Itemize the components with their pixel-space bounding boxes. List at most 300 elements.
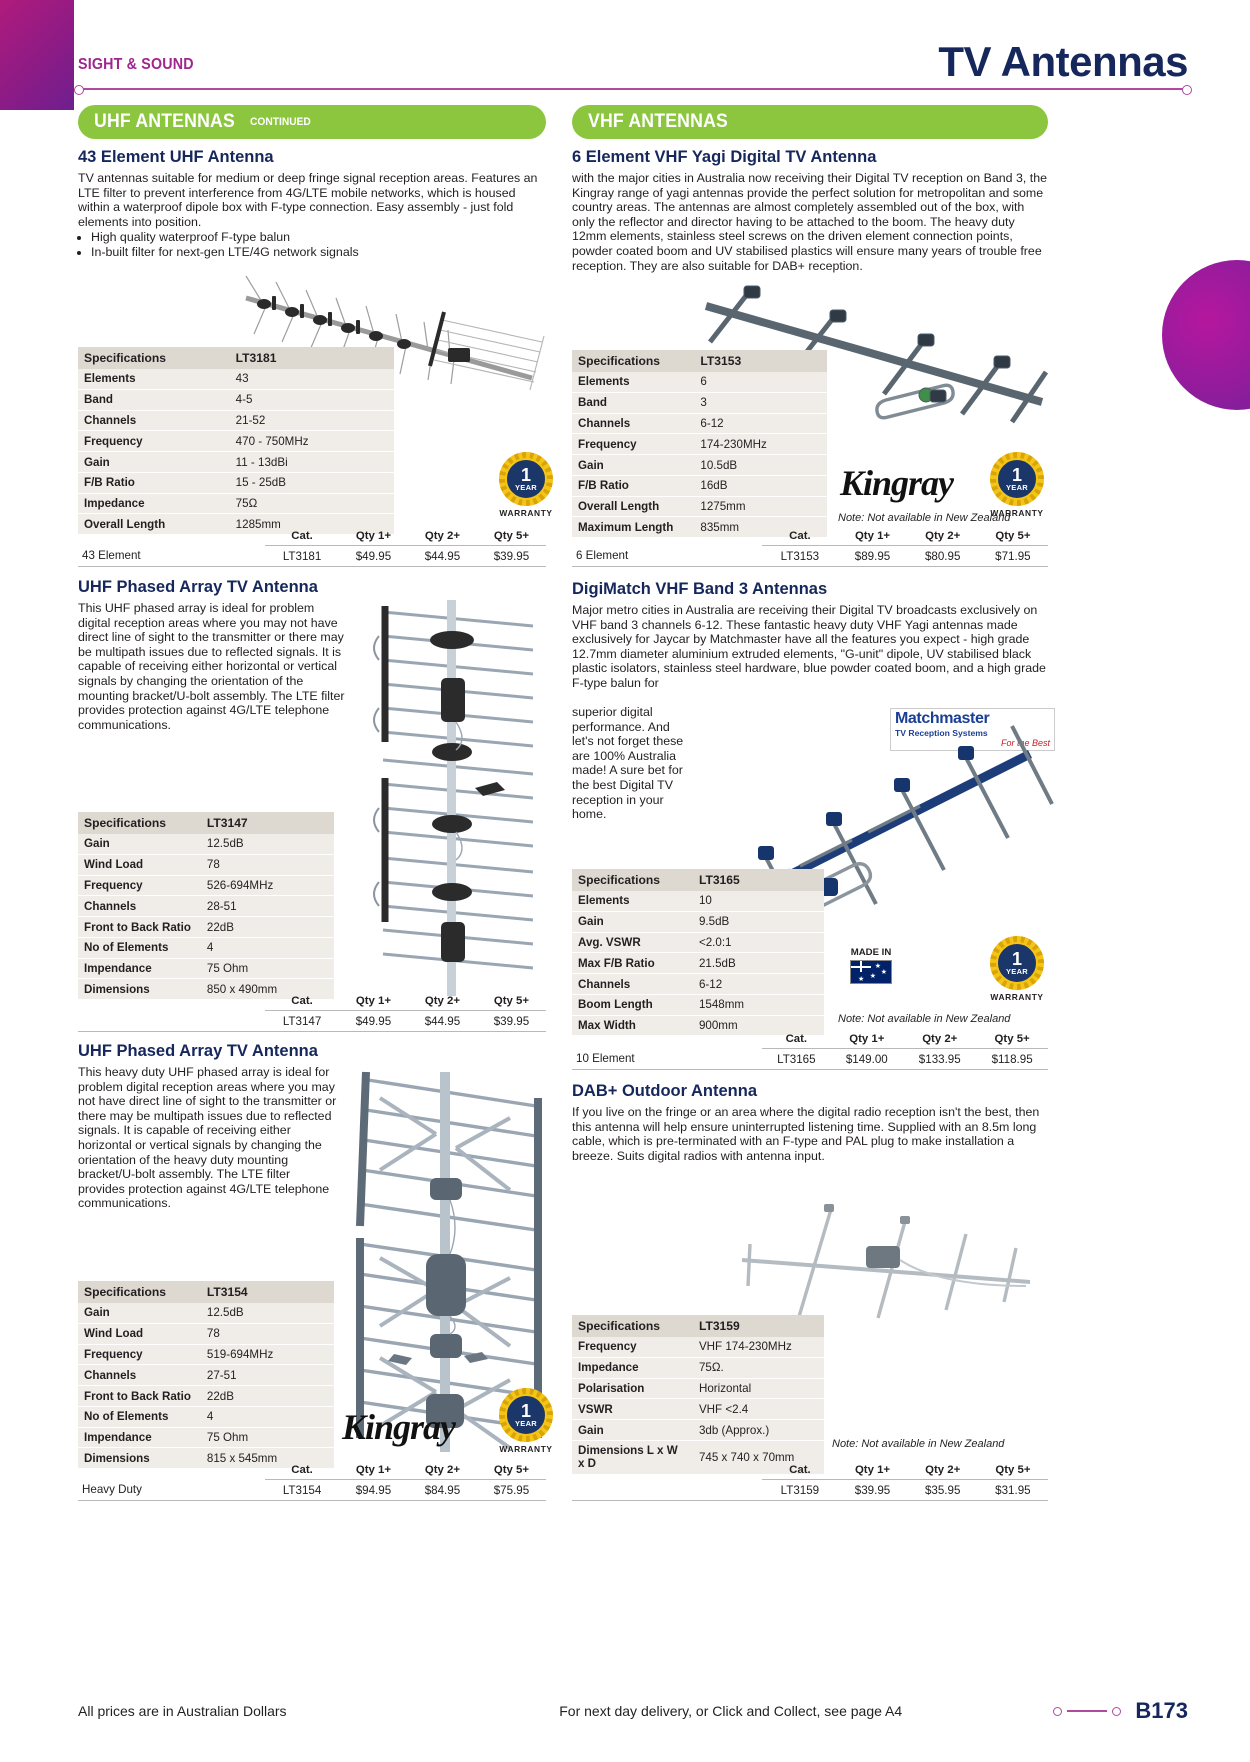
spec-value: 28-51 xyxy=(201,896,334,917)
spec-value: VHF 174-230MHz xyxy=(693,1337,824,1357)
banner-vhf-label: VHF ANTENNAS xyxy=(588,111,729,132)
table-row xyxy=(572,1399,824,1420)
spec-key: Channels xyxy=(572,413,694,434)
spec-value: 835mm xyxy=(694,517,827,537)
table-row xyxy=(572,496,827,517)
price-row-label xyxy=(78,1011,265,1032)
table-row xyxy=(572,1357,824,1378)
spec-value: 12.5dB xyxy=(201,834,334,854)
price-row-cat: LT3165 xyxy=(762,1049,830,1070)
warranty-badge-lt3165 xyxy=(986,936,1048,1002)
availability-note-digimatch: Note: Not available in New Zealand xyxy=(838,1013,1011,1025)
spec-table-lt3159 xyxy=(572,1315,824,1474)
spec-value: <2.0:1 xyxy=(693,932,824,953)
price-header-blank xyxy=(78,992,265,1011)
spec-value: 3 xyxy=(694,392,827,413)
warranty-seal-icon xyxy=(990,936,1044,990)
price-header-qty5: Qty 5+ xyxy=(477,992,546,1011)
table-row xyxy=(572,974,824,995)
spec-value: 21.5dB xyxy=(693,953,824,974)
spec-key: Elements xyxy=(572,372,694,392)
table-row xyxy=(78,1011,546,1032)
table-row xyxy=(572,911,824,932)
footer-delivery-note: For next day delivery, or Click and Collect, see page A4 xyxy=(559,1703,903,1719)
spec-value: 12.5dB xyxy=(201,1303,334,1323)
spec-value: 22dB xyxy=(201,917,334,938)
table-row xyxy=(78,834,334,854)
spec-header-code: LT3181 xyxy=(230,347,394,369)
availability-note-vhf6: Note: Not available in New Zealand xyxy=(838,512,1011,524)
price-row-qty5: $31.95 xyxy=(978,1480,1048,1501)
table-row xyxy=(78,896,334,917)
table-row xyxy=(572,994,824,1015)
table-row xyxy=(572,413,827,434)
spec-header-code: LT3154 xyxy=(201,1281,334,1303)
spec-key: Avg. VSWR xyxy=(572,932,693,953)
price-header-qty2: Qty 2+ xyxy=(908,527,978,546)
table-row xyxy=(78,958,334,979)
list-item: • High quality waterproof F-type balun xyxy=(91,230,546,245)
table-row xyxy=(78,369,394,389)
spec-key: Maximum Length xyxy=(572,517,694,537)
page-number: B173 xyxy=(1135,1698,1188,1723)
price-row-qty5: $75.95 xyxy=(477,1480,546,1501)
price-header-cat: Cat. xyxy=(265,1461,339,1480)
price-header-qty1: Qty 1+ xyxy=(830,1030,903,1049)
table-row xyxy=(78,1480,546,1501)
spec-key: Max Width xyxy=(572,1015,693,1035)
table-row xyxy=(78,493,394,514)
price-table-lt3181 xyxy=(78,527,546,567)
spec-value: 4-5 xyxy=(230,389,394,410)
price-header-qty2: Qty 2+ xyxy=(408,527,477,546)
spec-value: 850 x 490mm xyxy=(201,979,334,999)
price-header-cat: Cat. xyxy=(265,527,339,546)
spec-key: Frequency xyxy=(572,434,694,455)
spec-value: 1275mm xyxy=(694,496,827,517)
price-row-qty2: $84.95 xyxy=(408,1480,477,1501)
price-row-qty5: $118.95 xyxy=(976,1049,1048,1070)
price-table-lt3153-wrap xyxy=(572,527,1048,567)
brand-name: Matchmaster xyxy=(895,710,990,727)
price-table-lt3154-wrap xyxy=(78,1461,546,1501)
spec-table-lt3181 xyxy=(78,347,394,534)
price-row-qty2: $35.95 xyxy=(908,1480,978,1501)
spec-value: 10.5dB xyxy=(694,455,827,476)
spec-table-lt3154-wrap xyxy=(78,1281,334,1468)
spec-value: 15 - 25dB xyxy=(230,472,394,493)
spec-key: Polarisation xyxy=(572,1378,693,1399)
spec-value: 1285mm xyxy=(230,514,394,534)
price-header-cat: Cat. xyxy=(762,1030,830,1049)
spec-value: VHF <2.4 xyxy=(693,1399,824,1420)
warranty-seal-icon xyxy=(499,1388,553,1442)
spec-value: 16dB xyxy=(694,475,827,496)
spec-value: 900mm xyxy=(693,1015,824,1035)
spec-value: 22dB xyxy=(201,1386,334,1407)
product-dab-outdoor xyxy=(572,1082,1048,1163)
price-header-qty1: Qty 1+ xyxy=(837,1461,907,1480)
table-header-row xyxy=(572,1315,824,1337)
warranty-label: WARRANTY xyxy=(990,508,1044,518)
price-header-cat: Cat. xyxy=(762,1461,837,1480)
spec-key: Band xyxy=(572,392,694,413)
spec-key: No of Elements xyxy=(78,937,201,958)
price-header-qty1: Qty 1+ xyxy=(837,527,907,546)
table-row xyxy=(572,891,824,911)
banner-uhf-antennas xyxy=(78,105,546,139)
table-row xyxy=(78,1427,334,1448)
table-row xyxy=(572,1480,1048,1501)
price-row-qty2: $80.95 xyxy=(908,546,978,567)
spec-value: 6-12 xyxy=(694,413,827,434)
price-row-qty2: $44.95 xyxy=(408,1011,477,1032)
warranty-year-label: YEAR xyxy=(514,1419,538,1429)
banner-vhf-antennas xyxy=(572,105,1048,139)
spec-key: Dimensions L x W x D xyxy=(572,1440,693,1473)
warranty-years: 1 xyxy=(1011,949,1022,970)
product-description: This UHF phased array is ideal for problem digital reception areas where you may not have direct line of sight to the transmitter or there may be multipath issues due to reflected signals. It is capable of receiving either horizontal or vertical signals by changing the orientation of the mounting bracket/U-bolt assembly. The LTE filter provides protection against 4G/LTE telephone communications. xyxy=(78,601,345,732)
spec-table-lt3153-wrap xyxy=(572,350,827,537)
warranty-seal-icon xyxy=(499,452,553,506)
table-row xyxy=(572,455,827,476)
spec-value: 78 xyxy=(201,1323,334,1344)
spec-value: 4 xyxy=(201,1406,334,1427)
brand-tagline: TV Reception Systems xyxy=(895,727,988,738)
table-row xyxy=(78,472,394,493)
spec-value: 6-12 xyxy=(693,974,824,995)
product-vhf-6-element xyxy=(572,148,1048,273)
spec-key: Impendance xyxy=(78,1427,201,1448)
spec-value: 78 xyxy=(201,854,334,875)
spec-key: Front to Back Ratio xyxy=(78,917,201,938)
spec-key: Gain xyxy=(572,911,693,932)
spec-value: 21-52 xyxy=(230,410,394,431)
price-header-cat: Cat. xyxy=(762,527,837,546)
product-uhf-phased-array-2 xyxy=(78,1042,338,1211)
table-header-row xyxy=(78,992,546,1011)
price-row-qty2: $133.95 xyxy=(903,1049,976,1070)
price-header-cat: Cat. xyxy=(265,992,339,1011)
table-row xyxy=(78,937,334,958)
price-row-qty5: $71.95 xyxy=(978,546,1048,567)
spec-key: Impedance xyxy=(572,1357,693,1378)
spec-key: F/B Ratio xyxy=(78,472,230,493)
page-title: TV Antennas xyxy=(938,38,1188,85)
price-header-qty5: Qty 5+ xyxy=(477,527,546,546)
spec-key: Elements xyxy=(78,369,230,389)
product-title: DAB+ Outdoor Antenna xyxy=(572,1082,758,1100)
table-row xyxy=(78,1303,334,1323)
footer-decoration xyxy=(1053,1707,1121,1716)
spec-key: Band xyxy=(78,389,230,410)
spec-value: 6 xyxy=(694,372,827,392)
spec-table-lt3147 xyxy=(78,812,334,999)
availability-note-dab: Note: Not available in New Zealand xyxy=(832,1438,1005,1450)
price-header-qty1: Qty 1+ xyxy=(339,527,408,546)
price-header-qty5: Qty 5+ xyxy=(477,1461,546,1480)
spec-key: Channels xyxy=(78,1365,201,1386)
spec-table-lt3154 xyxy=(78,1281,334,1468)
product-title: 6 Element VHF Yagi Digital TV Antenna xyxy=(572,148,877,166)
warranty-label: WARRANTY xyxy=(990,992,1044,1002)
warranty-year-label: YEAR xyxy=(1005,483,1029,493)
table-header-row xyxy=(78,347,394,369)
spec-header-code: LT3153 xyxy=(694,350,827,372)
price-row-qty1: $39.95 xyxy=(837,1480,907,1501)
spec-key: Channels xyxy=(572,974,693,995)
price-header-qty2: Qty 2+ xyxy=(908,1461,978,1480)
made-in-australia-badge xyxy=(836,948,906,984)
price-table-lt3147 xyxy=(78,992,546,1032)
table-header-row xyxy=(572,527,1048,546)
product-title: 43 Element UHF Antenna xyxy=(78,148,274,166)
spec-key: Gain xyxy=(78,1303,201,1323)
table-row xyxy=(572,392,827,413)
price-header-qty1: Qty 1+ xyxy=(339,1461,408,1480)
spec-key: Gain xyxy=(572,455,694,476)
product-uhf-43-element xyxy=(78,148,546,260)
price-header-qty2: Qty 2+ xyxy=(903,1030,976,1049)
spec-key: Front to Back Ratio xyxy=(78,1386,201,1407)
spec-key: Dimensions xyxy=(78,979,201,999)
spec-header-label: Specifications xyxy=(572,869,693,891)
header-divider xyxy=(78,88,1188,90)
table-row xyxy=(572,1378,824,1399)
table-header-row xyxy=(572,869,824,891)
spec-table-lt3159-wrap xyxy=(572,1315,824,1474)
price-row-qty1: $49.95 xyxy=(339,1011,408,1032)
price-header-qty5: Qty 5+ xyxy=(978,527,1048,546)
spec-key: No of Elements xyxy=(78,1406,201,1427)
spec-value: 11 - 13dBi xyxy=(230,452,394,473)
table-row xyxy=(572,953,824,974)
table-row xyxy=(572,1420,824,1441)
table-row xyxy=(572,1049,1048,1070)
price-header-qty5: Qty 5+ xyxy=(978,1461,1048,1480)
price-row-label: 10 Element xyxy=(572,1049,762,1070)
price-table-lt3154 xyxy=(78,1461,546,1501)
spec-key: Frequency xyxy=(78,875,201,896)
warranty-badge-uhf-43 xyxy=(495,452,557,518)
warranty-years: 1 xyxy=(520,1401,531,1422)
product-uhf-phased-array-1 xyxy=(78,578,350,732)
spec-value: 10 xyxy=(693,891,824,911)
page-footer xyxy=(78,1698,1188,1724)
spec-table-lt3153 xyxy=(572,350,827,537)
spec-key: Elements xyxy=(572,891,693,911)
price-table-lt3153 xyxy=(572,527,1048,567)
product-description: with the major cities in Australia now receiving their Digital TV reception on Band 3, the Kingray range of yagi antennas provide the perfect solution for metropolitan and some country areas. The antennas are almost completely assembled out of the box, with only the reflector and director having to be attached to the boom. The heavy duty 12mm elements, stainless steel screws on the driven element connection points, powder coated boom and UV stabilised plastics will ensure many years of trouble free reception. They are also suitable for DAB+ reception. xyxy=(572,171,1047,273)
price-row-cat: LT3159 xyxy=(762,1480,837,1501)
table-row xyxy=(78,389,394,410)
spec-header-code: LT3165 xyxy=(693,869,824,891)
spec-value: 3db (Approx.) xyxy=(693,1420,824,1441)
spec-value: 75 Ohm xyxy=(201,1427,334,1448)
price-row-cat: LT3153 xyxy=(762,546,837,567)
price-table-lt3181-wrap xyxy=(78,527,546,567)
price-header-blank xyxy=(78,1461,265,1480)
spec-key: Dimensions xyxy=(78,1448,201,1468)
spec-value: 4 xyxy=(201,937,334,958)
spec-table-lt3181-wrap xyxy=(78,347,394,534)
price-table-lt3147-wrap xyxy=(78,992,546,1032)
section-kicker: SIGHT & SOUND xyxy=(78,56,194,73)
price-row-cat: LT3154 xyxy=(265,1480,339,1501)
spec-table-lt3165 xyxy=(572,869,824,1035)
price-row-label: 43 Element xyxy=(78,546,265,567)
brand-logo-kingray-vhf: Kingray xyxy=(840,463,954,503)
price-table-lt3165 xyxy=(572,1030,1048,1070)
spec-value: 519-694MHz xyxy=(201,1344,334,1365)
spec-header-label: Specifications xyxy=(78,1281,201,1303)
warranty-label: WARRANTY xyxy=(499,508,553,518)
warranty-years: 1 xyxy=(520,465,531,486)
spec-value: 1548mm xyxy=(693,994,824,1015)
table-header-row xyxy=(572,350,827,372)
table-row xyxy=(572,932,824,953)
spec-value: 470 - 750MHz xyxy=(230,431,394,452)
spec-value: 27-51 xyxy=(201,1365,334,1386)
price-table-lt3165-wrap xyxy=(572,1030,1048,1070)
table-row xyxy=(572,546,1048,567)
warranty-year-label: YEAR xyxy=(514,483,538,493)
price-header-blank xyxy=(572,527,762,546)
spec-header-code: LT3159 xyxy=(693,1315,824,1337)
table-row xyxy=(78,1386,334,1407)
spec-key: Channels xyxy=(78,896,201,917)
table-header-row xyxy=(78,812,334,834)
list-item: • In-built filter for next-gen LTE/4G network signals xyxy=(91,245,546,260)
spec-value: 9.5dB xyxy=(693,911,824,932)
spec-key: Impendance xyxy=(78,958,201,979)
price-header-qty1: Qty 1+ xyxy=(339,992,408,1011)
warranty-badge-lt3153 xyxy=(986,452,1048,518)
spec-table-lt3165-wrap xyxy=(572,869,824,1035)
spec-value: 526-694MHz xyxy=(201,875,334,896)
price-row-label: Heavy Duty xyxy=(78,1480,265,1501)
price-header-blank xyxy=(572,1030,762,1049)
product-description: If you live on the fringe or an area where the digital radio reception isn't the best, then this antenna will help ensure uninterrupted listening time. Supplied with an 8.5m long cable, which is pre-terminated with an F-type and PAL plug to make installation a breeze. Suits digital radios with antenna input. xyxy=(572,1105,1040,1163)
spec-table-lt3147-wrap xyxy=(78,812,334,999)
spec-key: Frequency xyxy=(78,431,230,452)
footer-prices-note: All prices are in Australian Dollars xyxy=(78,1703,287,1719)
product-digimatch xyxy=(572,580,1048,691)
spec-header-label: Specifications xyxy=(572,1315,693,1337)
price-row-cat: LT3181 xyxy=(265,546,339,567)
australia-flag-icon: ★ ★ ★ ★ xyxy=(850,960,892,984)
spec-key: Wind Load xyxy=(78,854,201,875)
table-header-row xyxy=(78,1281,334,1303)
spec-value: 815 x 545mm xyxy=(201,1448,334,1468)
product-description: TV antennas suitable for medium or deep fringe signal reception areas. Features an LTE filter to prevent interference from 4G/LTE mobile networks, which is housed within a waterproof dipole box with F-type connection. Easy assembly - just fold elements into position. xyxy=(78,171,538,229)
spec-header-code: LT3147 xyxy=(201,812,334,834)
spec-key: Channels xyxy=(78,410,230,431)
price-row-qty1: $149.00 xyxy=(830,1049,903,1070)
table-row xyxy=(572,372,827,392)
spec-key: Max F/B Ratio xyxy=(572,953,693,974)
table-header-row xyxy=(78,527,546,546)
product-title: DigiMatch VHF Band 3 Antennas xyxy=(572,580,828,598)
table-row xyxy=(78,1344,334,1365)
table-header-row xyxy=(572,1461,1048,1480)
spec-key: Boom Length xyxy=(572,994,693,1015)
table-row xyxy=(78,410,394,431)
spec-value: 75 Ohm xyxy=(201,958,334,979)
table-row xyxy=(78,452,394,473)
table-row xyxy=(78,546,546,567)
made-in-label: MADE IN xyxy=(850,947,892,958)
table-row xyxy=(572,475,827,496)
spec-key: Frequency xyxy=(78,1344,201,1365)
price-header-blank xyxy=(78,527,265,546)
table-row xyxy=(78,917,334,938)
product-description-cont: superior digital performance. And let's not forget these are 100% Australia made! A sure bet for the best Digital TV reception in your home. xyxy=(572,705,684,822)
warranty-badge-lt3154 xyxy=(495,1388,557,1454)
warranty-year-label: YEAR xyxy=(1005,967,1029,977)
price-table-lt3159-wrap xyxy=(572,1461,1048,1501)
spec-key: Gain xyxy=(78,834,201,854)
corner-accent-decoration xyxy=(0,0,74,110)
product-description: This heavy duty UHF phased array is ideal for problem digital reception areas where you may not have direct line of sight to the transmitter or there may be multipath issues due to reflected signals. It is capable of receiving either horizontal or vertical signals by changing the orientation of the heavy duty mounting bracket/U-bolt assembly. The LTE filter provides protection against 4G/LTE telephone communications. xyxy=(78,1065,337,1211)
spec-header-label: Specifications xyxy=(572,350,694,372)
table-row xyxy=(78,431,394,452)
spec-value: 75Ω. xyxy=(693,1357,824,1378)
product-photo-uhf-phased-array-1 xyxy=(355,592,555,1002)
spec-value: 174-230MHz xyxy=(694,434,827,455)
warranty-years: 1 xyxy=(1011,465,1022,486)
banner-uhf-continued: CONTINUED xyxy=(249,116,311,128)
spec-value: 75Ω xyxy=(230,493,394,514)
spec-key: Wind Load xyxy=(78,1323,201,1344)
table-row xyxy=(78,1406,334,1427)
spec-value: 43 xyxy=(230,369,394,389)
price-row-label xyxy=(572,1480,762,1501)
table-row xyxy=(78,854,334,875)
spec-key: Overall Length xyxy=(572,496,694,517)
price-row-qty5: $39.95 xyxy=(477,546,546,567)
right-edge-blob-decoration xyxy=(1162,260,1250,410)
table-header-row xyxy=(572,1030,1048,1049)
product-digimatch-description-2 xyxy=(572,705,690,822)
table-row xyxy=(572,434,827,455)
warranty-label: WARRANTY xyxy=(499,1444,553,1454)
price-row-qty1: $89.95 xyxy=(837,546,907,567)
table-header-row xyxy=(78,1461,546,1480)
price-header-qty2: Qty 2+ xyxy=(408,1461,477,1480)
spec-key: VSWR xyxy=(572,1399,693,1420)
price-row-qty1: $49.95 xyxy=(339,546,408,567)
brand-logo-kingray-phased: Kingray xyxy=(342,1407,456,1447)
product-title: UHF Phased Array TV Antenna xyxy=(78,1042,318,1060)
product-title: UHF Phased Array TV Antenna xyxy=(78,578,318,596)
price-row-label: 6 Element xyxy=(572,546,762,567)
spec-key: Gain xyxy=(78,452,230,473)
price-row-qty5: $39.95 xyxy=(477,1011,546,1032)
price-header-qty2: Qty 2+ xyxy=(408,992,477,1011)
warranty-seal-icon xyxy=(990,452,1044,506)
brand-script: For the Best xyxy=(1000,737,1050,748)
spec-value: Horizontal xyxy=(693,1378,824,1399)
price-row-qty1: $94.95 xyxy=(339,1480,408,1501)
spec-value: 745 x 740 x 70mm xyxy=(693,1440,824,1473)
price-row-cat: LT3147 xyxy=(265,1011,339,1032)
spec-key: Impedance xyxy=(78,493,230,514)
spec-key: Overall Length xyxy=(78,514,230,534)
banner-uhf-label: UHF ANTENNAS xyxy=(94,111,235,132)
spec-key: Frequency xyxy=(572,1337,693,1357)
price-header-qty5: Qty 5+ xyxy=(976,1030,1048,1049)
